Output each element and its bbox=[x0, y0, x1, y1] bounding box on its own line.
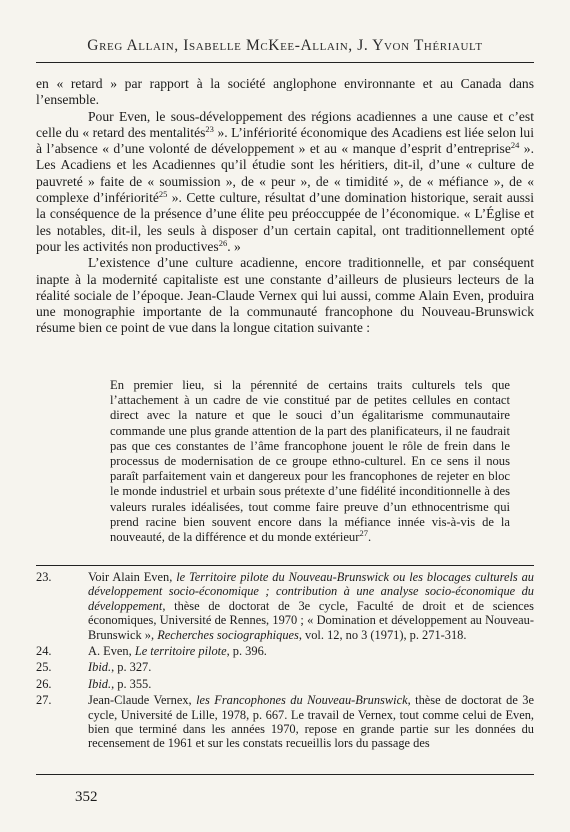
footnote-27 bbox=[36, 693, 534, 751]
footnote-text: Ibid., p. 327. bbox=[88, 660, 152, 675]
main-text bbox=[36, 76, 534, 337]
footnote-ref-23[interactable]: 23 bbox=[205, 123, 214, 134]
footnote-number: 27. bbox=[36, 693, 52, 708]
footnote-text: Voir Alain Even, le Territoire pilote du Nouveau-Brunswick ou les blocages culturels au développement socio-économique ; contribution à une analyse socio-économique du développement, thèse de doctorat de 3e cycle, Faculté de droit et de sciences économiques, Université de Rennes, 1970 ; « Domination et développement au Nouveau-Brunswick », Recherches sociographiques, vol. 12, no 3 (1971), p. 271-318. bbox=[88, 570, 534, 642]
header-rule bbox=[36, 62, 534, 63]
footnote-25 bbox=[36, 660, 534, 674]
footnote-23 bbox=[36, 570, 534, 642]
footnote-ref-24[interactable]: 24 bbox=[510, 140, 520, 151]
footnote-number: 24. bbox=[36, 644, 52, 659]
page-number: 352 bbox=[75, 789, 98, 805]
paragraph-1: en « retard » par rapport à la société anglophone environnante et au Canada dans l’ensemble. bbox=[36, 76, 534, 108]
footnote-number: 26. bbox=[36, 676, 52, 691]
footnote-ref-27[interactable]: 27 bbox=[359, 528, 368, 539]
footnote-number: 23. bbox=[36, 570, 52, 584]
footnotes bbox=[36, 570, 534, 753]
footnote-ref-25[interactable]: 25 bbox=[158, 189, 168, 200]
footnote-number: 25. bbox=[36, 660, 52, 675]
footnote-24 bbox=[36, 644, 534, 658]
footnote-text: Ibid., p. 355. bbox=[88, 676, 152, 691]
running-head: Greg Allain, Isabelle McKee-Allain, J. Yvon Thériault bbox=[87, 37, 483, 54]
footer-rule bbox=[36, 774, 534, 775]
footnote-text: Jean-Claude Vernex, les Francophones du Nouveau-Brunswick, thèse de doctorat de 3e cycle, Université de Lille, 1978, p. 667. Le travail de Vernex, tout comme celui de Even, bien que terminé dans les années 1970, repose en grande partie sur les données du recensement de 1961 et sur les constats recueillis lors du passage des bbox=[88, 693, 534, 751]
block-quote: En premier lieu, si la pérennité de certains traits culturels tels que l’attachement à un cadre de vie constitué par de petites cellules en contact direct avec la nature et que le souci d’un égalitarisme communautaire commande une plus grande attention de la part des planificateurs, il ne faudrait pas que ces constantes de l’âme francophone jouent le rôle de frein dans le processus de modernisation de ce groupe ethno-culturel. En ce sens il nous paraît parfaitement vain et dangereux pour les francophones de rejeter en bloc le monde industriel et urbain sous prétexte d’une fidélité inconditionnelle à des valeurs rurales idéalisées, tout comme faire preuve d’un ethnocentrisme qui prend racine bien souvent encore dans la méfiance innée vis-à-vis de la nouveauté, de la différence et du monde extérieur$^{27}$. bbox=[110, 378, 510, 545]
footnote-text: A. Even, Le territoire pilote, p. 396. bbox=[88, 644, 267, 659]
paragraph-2: Pour Even, le sous-développement des régions acadiennes a une cause et c’est celle du « retard des mentalités$^{23}$ ». L’infériorité économique des Acadiens est liée selon lui à l’absence « d’une volonté de développement » et au « manque d’esprit d’entreprise$^{24}$ ». Les Acadiens et les Acadiennes qu’il étudie sont les héritiers, dit-il, d’une « culture de pauvreté » faite de « soumission », de « peur », de « timidité », de « méfiance », de « complexe d’infériorité$^{25}$ ». Cette culture, résultat d’une domination historique, serait aussi la conséquence de la présence d’une élite peu préoccuppée de l’économique. « L’Église et les notables, dit-il, les seuls à disposer d’un certain capital, ont traditionnellement opté pour les activités non productives$^{26}$. » bbox=[36, 108, 535, 254]
paragraph-3: L’existence d’une culture acadienne, encore traditionnelle, et par conséquent inapte à la modernité capitaliste est une constante d’ailleurs de plusieurs lecteurs de la réalité sociale de l’époque. Jean-Claude Vernex qui lui aussi, comme Alain Even, produira une monographie importante de la communauté francophone du Nouveau-Brunswick résume bien ce point de vue dans la longue citation suivante : bbox=[36, 255, 534, 336]
footnote-ref-26[interactable]: 26 bbox=[218, 237, 228, 248]
footnote-rule bbox=[36, 565, 534, 566]
footnote-26 bbox=[36, 677, 534, 691]
